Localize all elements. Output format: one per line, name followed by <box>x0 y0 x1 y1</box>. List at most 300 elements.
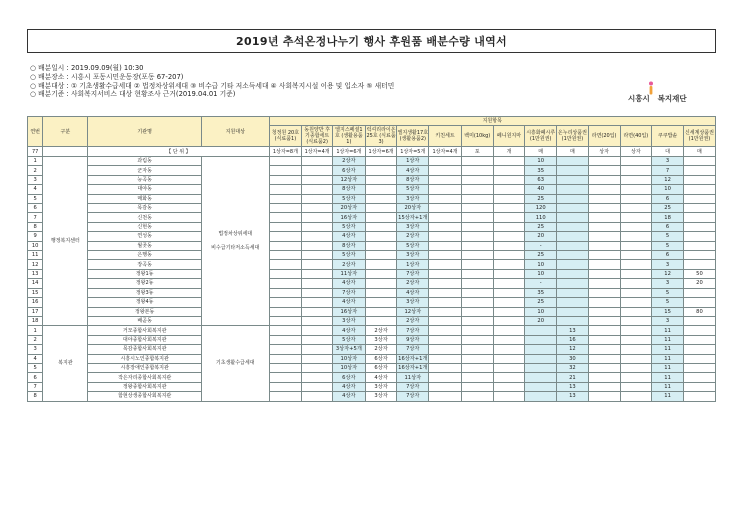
value-cell <box>461 279 493 288</box>
value-cell <box>620 194 652 203</box>
table-row <box>28 354 716 363</box>
value-cell: 80 <box>683 307 715 316</box>
header-item-6: 백미(10kg) <box>461 126 493 147</box>
header-item-1: 동원양반 후기종합세트 (식료품2) <box>302 126 333 147</box>
value-cell: 10상자 <box>332 354 365 363</box>
value-cell: 20 <box>525 232 557 241</box>
value-cell <box>493 175 525 184</box>
unit-cell: 1상자=6개 <box>365 147 397 157</box>
value-cell <box>429 298 462 307</box>
value-cell: 5상자 <box>332 251 365 260</box>
value-cell: 5상자 <box>332 335 365 344</box>
value-cell: 5상자 <box>397 241 429 250</box>
value-cell: 2상자 <box>365 345 397 354</box>
value-cell: 16상자 <box>332 307 365 316</box>
value-cell <box>269 232 302 241</box>
value-cell <box>269 382 302 391</box>
value-cell <box>525 373 557 382</box>
value-cell <box>269 166 302 175</box>
value-cell: 6 <box>652 222 684 231</box>
value-cell: 3상자 <box>365 382 397 391</box>
value-cell <box>683 345 715 354</box>
value-cell <box>588 241 620 250</box>
value-cell <box>461 298 493 307</box>
value-cell <box>493 316 525 325</box>
value-cell <box>588 354 620 363</box>
value-cell <box>493 279 525 288</box>
value-cell: 3 <box>652 260 684 269</box>
row-no: 18 <box>28 316 43 325</box>
row-no: 2 <box>28 335 43 344</box>
value-cell <box>620 269 652 278</box>
value-cell: 8상자 <box>397 175 429 184</box>
value-cell <box>620 373 652 382</box>
value-cell <box>302 345 333 354</box>
value-cell <box>620 175 652 184</box>
value-cell <box>269 392 302 401</box>
value-cell <box>525 354 557 363</box>
group-label: 복지관 <box>43 326 88 401</box>
value-cell <box>588 326 620 335</box>
value-cell <box>461 392 493 401</box>
value-cell <box>365 288 397 297</box>
value-cell: 2상자 <box>397 316 429 325</box>
value-cell <box>302 222 333 231</box>
value-cell <box>683 335 715 344</box>
table-row <box>28 166 716 175</box>
value-cell: 16 <box>557 335 589 344</box>
value-cell: 3상자 <box>332 316 365 325</box>
info-target: ○ 배분대상 : ① 기초생활수급세대 ② 법정차상위세대 ③ 비수급 기타 저소득세대 ④ 사회복지시설 이용 및 입소자 ⑤ 새터민 <box>30 81 395 90</box>
value-cell <box>461 288 493 297</box>
value-cell <box>365 316 397 325</box>
value-cell: 110 <box>525 213 557 222</box>
value-cell <box>493 363 525 372</box>
value-cell <box>269 326 302 335</box>
table-row <box>28 175 716 184</box>
value-cell <box>269 307 302 316</box>
value-cell <box>683 185 715 194</box>
value-cell <box>302 279 333 288</box>
value-cell <box>461 175 493 184</box>
org-name: 배곧동 <box>88 316 202 325</box>
value-cell <box>588 204 620 213</box>
value-cell <box>493 307 525 316</box>
value-cell <box>269 194 302 203</box>
value-cell <box>365 185 397 194</box>
value-cell <box>302 382 333 391</box>
value-cell <box>365 260 397 269</box>
row-no: 6 <box>28 373 43 382</box>
logo-text: 시흥시 복지재단 <box>628 94 687 103</box>
value-cell: 11 <box>652 326 684 335</box>
value-cell: 20 <box>683 279 715 288</box>
value-cell <box>365 279 397 288</box>
value-cell <box>269 373 302 382</box>
row-no: 15 <box>28 288 43 297</box>
value-cell <box>620 251 652 260</box>
value-cell <box>683 382 715 391</box>
org-name: 은행동 <box>88 251 202 260</box>
value-cell <box>429 175 462 184</box>
table-row <box>28 222 716 231</box>
value-cell <box>525 363 557 372</box>
header-item-4: 엘지생활17호 (생활용품2) <box>397 126 429 147</box>
value-cell <box>302 298 333 307</box>
value-cell <box>461 194 493 203</box>
value-cell <box>493 185 525 194</box>
value-cell: 4상자 <box>397 166 429 175</box>
value-cell <box>683 392 715 401</box>
value-cell: 10상자 <box>332 363 365 372</box>
value-cell: 30 <box>557 354 589 363</box>
value-cell: 3 <box>652 279 684 288</box>
row-no: 8 <box>28 222 43 231</box>
value-cell: 15 <box>652 307 684 316</box>
value-cell <box>493 157 525 166</box>
org-name: 정왕1동 <box>88 269 202 278</box>
value-cell <box>683 316 715 325</box>
value-cell <box>365 298 397 307</box>
value-cell <box>429 232 462 241</box>
value-cell: 7상자 <box>397 345 429 354</box>
value-cell: 13 <box>557 382 589 391</box>
value-cell <box>588 260 620 269</box>
value-cell <box>557 288 589 297</box>
value-cell <box>429 354 462 363</box>
value-cell: 12상자 <box>332 175 365 184</box>
value-cell <box>683 363 715 372</box>
value-cell <box>493 194 525 203</box>
value-cell: 11 <box>652 382 684 391</box>
table-row <box>28 392 716 401</box>
value-cell <box>557 279 589 288</box>
value-cell <box>620 279 652 288</box>
value-cell <box>557 204 589 213</box>
info-place: ○ 배분장소 : 시흥시 포동시민운동장(포동 67-207) <box>30 72 184 81</box>
value-cell: 20 <box>525 316 557 325</box>
row-no: 11 <box>28 251 43 260</box>
org-name: 거모종합사회복지관 <box>88 326 202 335</box>
value-cell <box>269 175 302 184</box>
value-cell: 40 <box>525 185 557 194</box>
value-cell: 4상자 <box>332 298 365 307</box>
org-name: 정왕종합사회복지관 <box>88 382 202 391</box>
value-cell: 4상자 <box>332 232 365 241</box>
value-cell <box>620 166 652 175</box>
table-row <box>28 307 716 316</box>
value-cell <box>683 354 715 363</box>
table-row <box>28 298 716 307</box>
value-cell: 2상자 <box>397 232 429 241</box>
value-cell: 10 <box>525 269 557 278</box>
header-item-13: 신세계상품권 (1만원권) <box>683 126 715 147</box>
value-cell: 2상자 <box>365 326 397 335</box>
info-criteria: ○ 배분기준 : 사회복지서비스 대상 현황조사 근거(2019.04.01 기준) <box>30 90 236 99</box>
value-cell <box>493 298 525 307</box>
value-cell <box>429 335 462 344</box>
target-label <box>201 326 269 401</box>
value-cell <box>302 373 333 382</box>
value-cell: 15상자+1개 <box>398 214 428 221</box>
value-cell <box>302 251 333 260</box>
value-cell: 3상자 <box>397 251 429 260</box>
value-cell <box>461 335 493 344</box>
value-cell <box>461 213 493 222</box>
value-cell <box>588 222 620 231</box>
value-cell: 7상자 <box>332 288 365 297</box>
org-name: 월곶동 <box>88 241 202 250</box>
value-cell <box>557 241 589 250</box>
value-cell <box>493 269 525 278</box>
org-name: 대야종합사회복지관 <box>88 335 202 344</box>
value-cell <box>588 166 620 175</box>
document-title: 2019년 추석온정나누기 행사 후원품 배분수량 내역서 <box>27 29 716 53</box>
value-cell: 11상자 <box>397 373 429 382</box>
value-cell <box>269 260 302 269</box>
value-cell: 12 <box>652 269 684 278</box>
value-cell <box>683 232 715 241</box>
header-no: 연번 <box>28 117 43 147</box>
value-cell <box>461 363 493 372</box>
value-cell <box>365 194 397 203</box>
org-name: 대야동 <box>88 185 202 194</box>
value-cell <box>620 185 652 194</box>
value-cell <box>302 335 333 344</box>
header-item-5: 키친세트 <box>429 126 462 147</box>
value-cell: 6상자 <box>332 166 365 175</box>
value-cell <box>588 157 620 166</box>
org-name: 작은자리종합사회복지관 <box>88 373 202 382</box>
value-cell <box>429 269 462 278</box>
value-cell <box>683 157 715 166</box>
value-cell <box>365 241 397 250</box>
value-cell: 20상자 <box>397 204 429 213</box>
value-cell <box>620 326 652 335</box>
table-row <box>28 373 716 382</box>
value-cell <box>620 354 652 363</box>
value-cell <box>429 326 462 335</box>
row-no: 8 <box>28 392 43 401</box>
value-cell <box>683 260 715 269</box>
value-cell: 6상자 <box>332 373 365 382</box>
row-no: 16 <box>28 298 43 307</box>
header-item-10: 라면(20입) <box>588 126 620 147</box>
org-name: 정왕4동 <box>88 298 202 307</box>
value-cell <box>269 298 302 307</box>
unit-cell: 포 <box>461 147 493 157</box>
value-cell <box>620 335 652 344</box>
value-cell <box>683 213 715 222</box>
unit-label: 【 단 위 】 <box>88 147 269 157</box>
row-no: 3 <box>28 175 43 184</box>
value-cell <box>525 335 557 344</box>
value-cell: 4상자 <box>332 392 365 401</box>
value-cell: 120 <box>525 204 557 213</box>
header-items: 지원항목 <box>269 117 715 126</box>
value-cell <box>620 213 652 222</box>
value-cell <box>620 316 652 325</box>
value-cell: 7 <box>652 166 684 175</box>
unit-cell: 매 <box>683 147 715 157</box>
org-name: 시흥시노인종합복지관 <box>88 354 202 363</box>
value-cell: 25 <box>652 204 684 213</box>
table-row <box>28 316 716 325</box>
value-cell: 4상자 <box>365 373 397 382</box>
value-cell <box>493 288 525 297</box>
value-cell: 16상자+1개 <box>398 355 428 362</box>
value-cell <box>557 166 589 175</box>
org-name: 시흥장애인종합복지관 <box>88 363 202 372</box>
value-cell: 3상자 <box>365 392 397 401</box>
value-cell <box>557 157 589 166</box>
org-name: 함현상생종합사회복지관 <box>88 392 202 401</box>
value-cell <box>493 335 525 344</box>
value-cell <box>588 175 620 184</box>
value-cell <box>429 251 462 260</box>
unit-cell: 상자 <box>588 147 620 157</box>
table-row <box>28 185 716 194</box>
header-target: 지원대상 <box>201 117 269 147</box>
value-cell: 2상자 <box>332 157 365 166</box>
value-cell: 12 <box>557 345 589 354</box>
value-cell: 4상자 <box>332 279 365 288</box>
org-name: 정왕본동 <box>88 307 202 316</box>
row-no: 7 <box>28 382 43 391</box>
value-cell: 4상자 <box>397 288 429 297</box>
value-cell <box>269 316 302 325</box>
value-cell <box>365 166 397 175</box>
value-cell <box>269 241 302 250</box>
value-cell: 13 <box>557 392 589 401</box>
value-cell: 16상자 <box>332 213 365 222</box>
value-cell: 5 <box>652 288 684 297</box>
value-cell <box>461 373 493 382</box>
value-cell <box>493 166 525 175</box>
value-cell: 16상자+1개 <box>398 365 428 372</box>
value-cell <box>620 288 652 297</box>
value-cell <box>683 326 715 335</box>
value-cell <box>302 194 333 203</box>
table-row <box>28 232 716 241</box>
table-row <box>28 288 716 297</box>
value-cell: 11 <box>652 354 684 363</box>
unit-cell: 상자 <box>620 147 652 157</box>
value-cell <box>461 204 493 213</box>
value-cell: 8상자 <box>332 241 365 250</box>
value-cell <box>269 354 302 363</box>
value-cell <box>461 232 493 241</box>
value-cell <box>620 241 652 250</box>
value-cell: 3상자 <box>365 335 397 344</box>
foundation-logo <box>628 77 720 111</box>
value-cell: 32 <box>557 363 589 372</box>
org-name: 군자동 <box>88 166 202 175</box>
row-no: 6 <box>28 204 43 213</box>
value-cell <box>493 251 525 260</box>
table-row <box>28 335 716 344</box>
value-cell <box>620 157 652 166</box>
value-cell: 11 <box>652 373 684 382</box>
value-cell: 3상자 <box>397 222 429 231</box>
value-cell <box>557 260 589 269</box>
header-item-9: 온누리상품권 (1만원권) <box>557 126 589 147</box>
value-cell: 25 <box>525 298 557 307</box>
value-cell <box>557 251 589 260</box>
value-cell: 35 <box>525 166 557 175</box>
value-cell <box>588 269 620 278</box>
row-no: 5 <box>28 194 43 203</box>
header-item-0: 청정원 20호 (식료품1) <box>269 126 302 147</box>
value-cell <box>620 232 652 241</box>
value-cell <box>429 373 462 382</box>
header-item-12: 쿠쿠밥솥 <box>652 126 684 147</box>
value-cell <box>557 269 589 278</box>
value-cell <box>269 185 302 194</box>
value-cell: - <box>525 241 557 250</box>
value-cell <box>302 269 333 278</box>
value-cell <box>525 392 557 401</box>
value-cell <box>493 382 525 391</box>
table-row <box>28 345 716 354</box>
value-cell <box>683 175 715 184</box>
value-cell: 5상자 <box>397 185 429 194</box>
value-cell <box>620 382 652 391</box>
value-cell: 25 <box>525 194 557 203</box>
value-cell: 6 <box>652 251 684 260</box>
distribution-table <box>27 116 716 402</box>
value-cell <box>588 363 620 372</box>
header-item-3: 럭셔리라이온 25호 (식료품3) <box>366 127 396 145</box>
value-cell <box>461 166 493 175</box>
header-item-8: 시흥화폐시루 (1만원권) <box>525 126 557 147</box>
value-cell <box>269 222 302 231</box>
unit-cell: 1상자=4개 <box>302 147 333 157</box>
value-cell: 10 <box>652 185 684 194</box>
value-cell: 3상자+5개 <box>332 345 365 354</box>
value-cell <box>588 213 620 222</box>
value-cell <box>269 288 302 297</box>
value-cell <box>620 204 652 213</box>
value-cell <box>302 316 333 325</box>
org-name: 연성동 <box>88 232 202 241</box>
value-cell <box>302 185 333 194</box>
target-text: 비수급기타저소득세대 <box>211 245 260 252</box>
table-row <box>28 260 716 269</box>
target-text: 법정차상위세대 <box>218 231 253 238</box>
value-cell <box>620 298 652 307</box>
row-no: 4 <box>28 185 43 194</box>
value-cell <box>461 307 493 316</box>
value-cell <box>365 204 397 213</box>
value-cell <box>557 222 589 231</box>
info-date: ○ 배분일시 : 2019.09.09(월) 10:30 <box>30 64 144 72</box>
row-no: 10 <box>28 241 43 250</box>
table-row <box>28 279 716 288</box>
value-cell <box>588 288 620 297</box>
value-cell <box>588 279 620 288</box>
value-cell <box>683 373 715 382</box>
value-cell: 6상자 <box>365 354 397 363</box>
row-no: 17 <box>28 307 43 316</box>
value-cell: 25 <box>525 251 557 260</box>
value-cell <box>461 354 493 363</box>
value-cell: 35 <box>525 288 557 297</box>
value-cell <box>588 335 620 344</box>
value-cell <box>365 251 397 260</box>
row-no: 7 <box>28 213 43 222</box>
value-cell <box>620 260 652 269</box>
